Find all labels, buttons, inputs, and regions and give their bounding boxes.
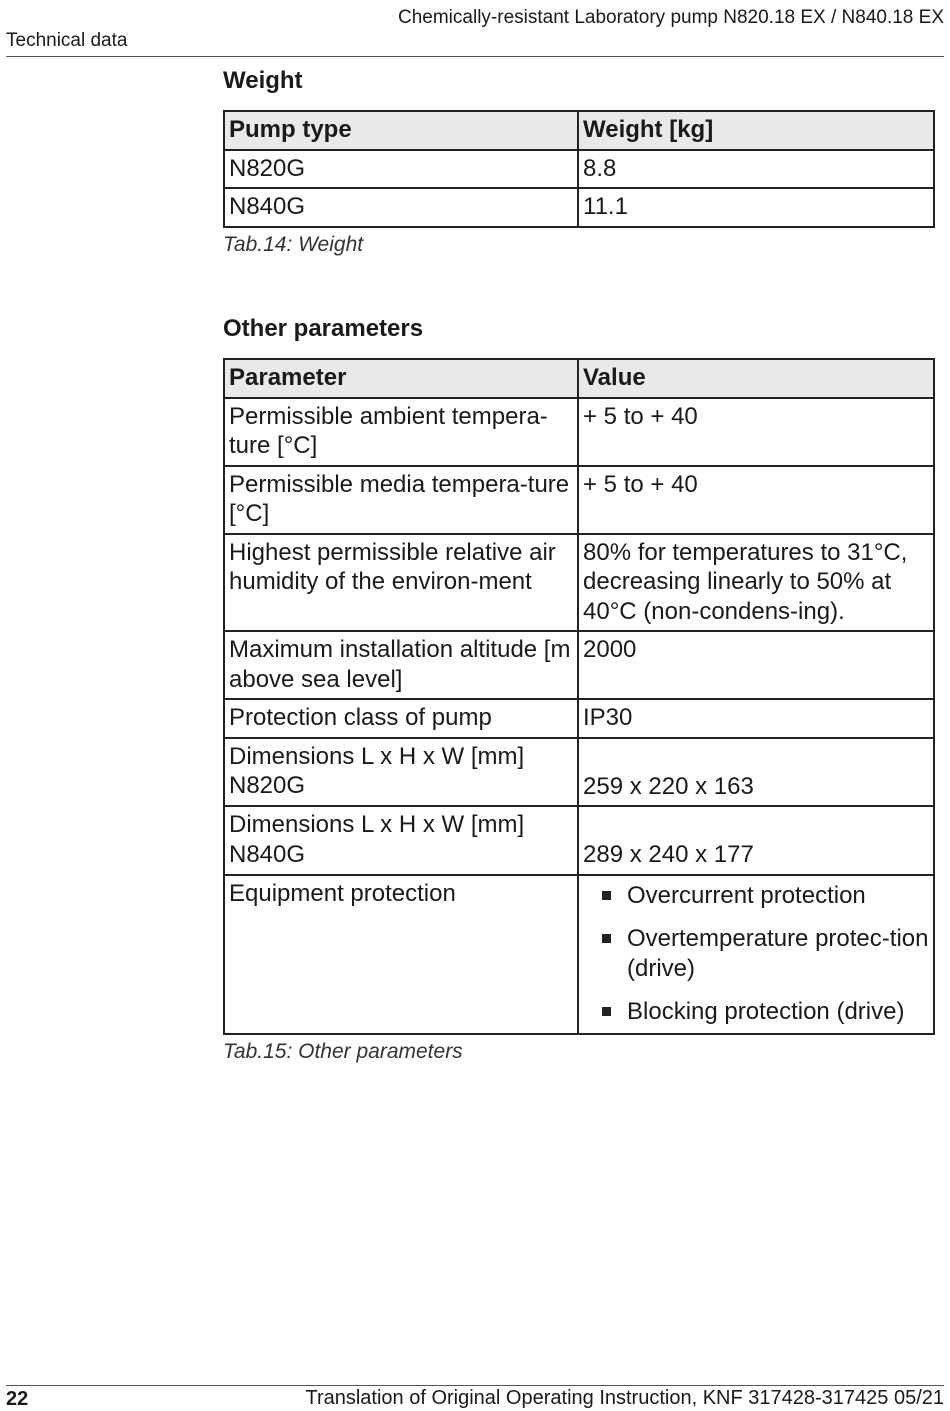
parameter-cell: Permissible ambient tempera-ture [°C] <box>224 398 578 466</box>
page-header <box>6 6 944 57</box>
parameter-cell: Dimensions L x H x W [mm] N820G <box>224 738 578 807</box>
page-number: 22 <box>6 1388 29 1410</box>
parameter-cell: Permissible media tempera-ture [°C] <box>224 466 578 534</box>
list-item-text: Overcurrent protection <box>627 881 866 909</box>
section-title: Technical data <box>6 30 128 51</box>
value-cell: 259 x 220 x 163 <box>578 738 934 807</box>
weight-section <box>223 66 933 257</box>
weight-table <box>223 110 935 228</box>
parameter-cell: Dimensions L x H x W [mm] N840G <box>224 806 578 875</box>
weight-cell: 8.8 <box>578 150 934 189</box>
parameter-cell: Highest permissible relative air humidity of the environ-ment <box>224 534 578 632</box>
weight-heading: Weight <box>223 67 303 94</box>
table-row <box>224 150 934 189</box>
parameter-cell: Protection class of pump <box>224 699 578 738</box>
table-header-row <box>224 359 934 398</box>
table-row <box>224 188 934 227</box>
value-cell: IP30 <box>578 699 934 738</box>
value-cell: + 5 to + 40 <box>578 398 934 466</box>
weight-table-caption: Tab.14: Weight <box>223 232 364 256</box>
table-row <box>224 699 934 738</box>
parameter-cell: Maximum installation altitude [m above sea level] <box>224 631 578 699</box>
other-parameters-section <box>223 314 933 1064</box>
parameter-cell: Equipment protection <box>224 875 578 1034</box>
table-row <box>224 738 934 807</box>
equipment-protection-list <box>583 881 929 1027</box>
table-row <box>224 875 934 1034</box>
other-parameters-table-caption: Tab.15: Other parameters <box>223 1039 463 1063</box>
column-header-pump-type: Pump type <box>224 111 578 150</box>
other-parameters-table <box>223 358 935 1035</box>
page-footer <box>6 1385 944 1410</box>
list-item-text: Blocking protection (drive) <box>627 998 905 1025</box>
column-header-parameter: Parameter <box>224 359 578 398</box>
value-cell: 289 x 240 x 177 <box>578 806 934 875</box>
document-title: Chemically-resistant Laboratory pump N820.18 EX / N840.18 EX <box>398 7 944 28</box>
value-cell <box>578 875 934 1034</box>
footer-text: Translation of Original Operating Instruction, KNF 317428-317425 05/21 <box>305 1387 944 1409</box>
table-header-row <box>224 111 934 150</box>
square-bullet-icon <box>602 891 611 900</box>
table-row <box>224 398 934 466</box>
column-header-weight: Weight [kg] <box>578 111 934 150</box>
table-row <box>224 534 934 632</box>
pump-type-cell: N840G <box>224 188 578 227</box>
pump-type-cell: N820G <box>224 150 578 189</box>
list-item-text: Overtemperature protec-tion (drive) <box>627 925 929 982</box>
value-cell: 80% for temperatures to 31°C, decreasing linearly to 50% at 40°C (non-condens-ing). <box>578 534 934 632</box>
other-parameters-heading: Other parameters <box>223 315 424 342</box>
table-row <box>224 631 934 699</box>
table-row <box>224 806 934 875</box>
square-bullet-icon <box>602 1007 611 1016</box>
square-bullet-icon <box>602 934 611 943</box>
list-item <box>583 881 929 911</box>
value-cell: 2000 <box>578 631 934 699</box>
table-row <box>224 466 934 534</box>
list-item <box>583 924 929 983</box>
column-header-value: Value <box>578 359 934 398</box>
list-item <box>583 997 929 1027</box>
value-cell: + 5 to + 40 <box>578 466 934 534</box>
weight-cell: 11.1 <box>578 188 934 227</box>
